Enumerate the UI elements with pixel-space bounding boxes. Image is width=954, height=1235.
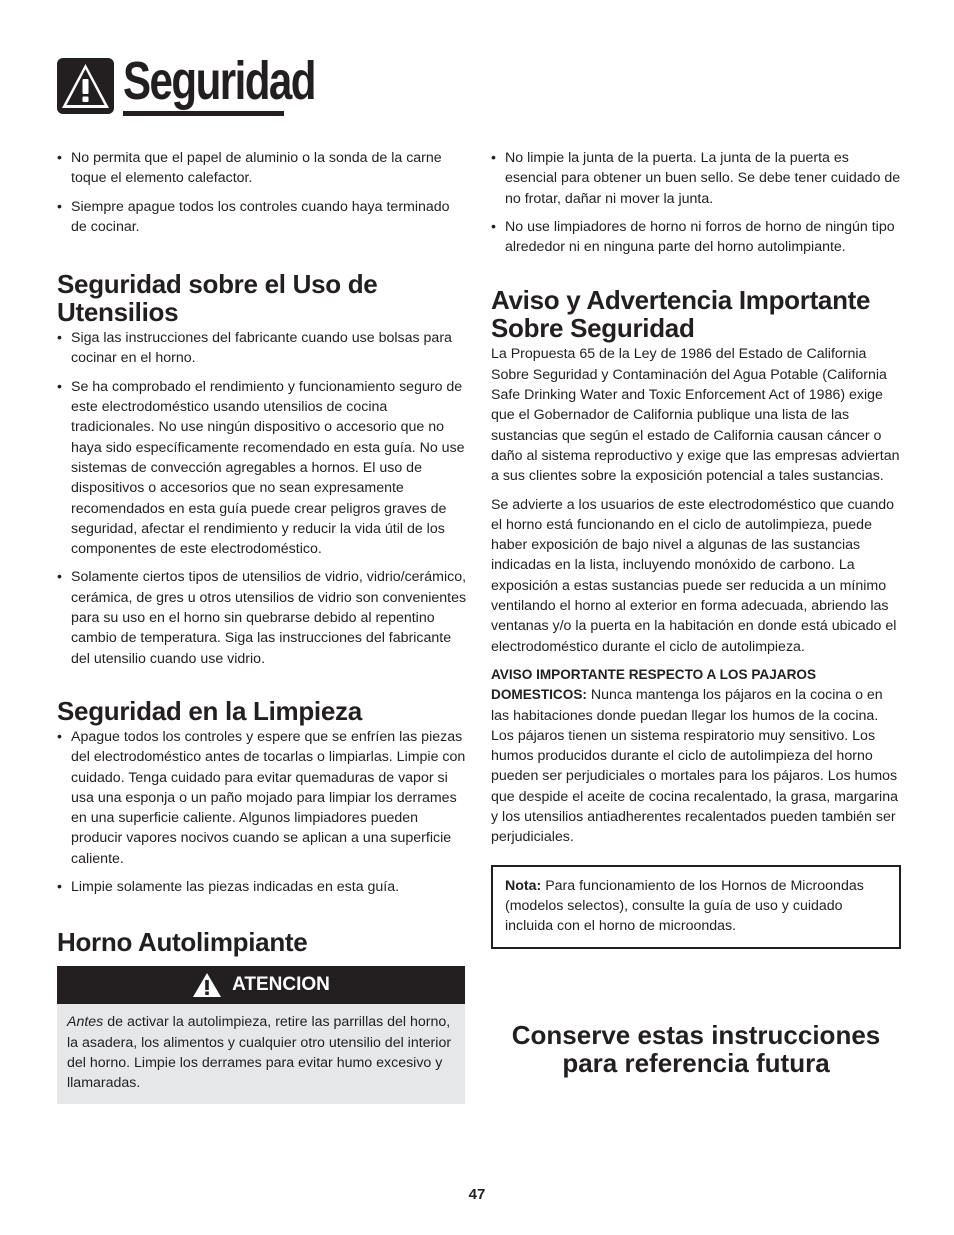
list-item: • No use limpiadores de horno ni forros de horno de ningún tipo alrededor ni en ninguna parte del horno autolimpiante. (491, 217, 901, 258)
pajaros-text: Nunca mantenga los pájaros en la cocina o en las habitaciones donde puedan llegar los humos de la cocina. Los pájaros tienen un sistema respiratorio muy sensitivo. Los humos producidos durante el ciclo de autolimpieza del horno pueden ser perjudiciales o mortales para los pájaros. Los humos que despide el aceite de cocina recalentado, la grasa, margarina y los utensilios antiadherentes recalentados pueden también ser perjudiciales. (491, 687, 898, 846)
caution-bar (57, 966, 465, 1004)
closing-line-1: Conserve estas instrucciones (511, 1019, 881, 1050)
section-heading-autolimpiante: Horno Autolimpiante (57, 927, 308, 958)
aviso-paragraph-pajaros (491, 665, 901, 848)
caution-body: de activar la autolimpieza, retire las parrillas del horno, la asadera, los alimentos y cualquier otro utensilio del interior del horno. Limpie los derrames para evitar humo excesivo y llamaradas. (67, 1014, 452, 1092)
list-item: • Limpie solamente las piezas indicadas en esta guía. (57, 877, 467, 897)
title-underline (123, 111, 284, 116)
closing-line-2: para referencia futura (562, 1047, 830, 1078)
list-item: • Solamente ciertos tipos de utensilios de vidrio, vidrio/cerámico, cerámica, de gres u otros utensilios de vidrio son convenientes para su uso en el horno sin quebrarse debido al repentino cambio de temperatura. Siga las instrucciones del fabricante del utensilio cuando use vidrio. (57, 567, 467, 668)
section-heading-aviso: Aviso y Advertencia Importante Sobre Seguridad (491, 285, 871, 344)
note-label: Nota: (505, 877, 542, 894)
page-number: 47 (468, 1186, 486, 1203)
aviso-paragraph-1: La Propuesta 65 de la Ley de 1986 del Estado de California Sobre Seguridad y Contaminación del Agua Potable (California Safe Drinking Water and Toxic Enforcement Act of 1986) exige que el Gobernador de California publique una lista de las sustancias que según el estado de California causan cáncer o daño al sistema reproductivo y exige que las empresas adviertan a sus clientes sobre la exposición potencial a tales sustancias. (491, 346, 900, 485)
right-intro-list (491, 148, 901, 257)
caution-italic: Antes (67, 1014, 104, 1031)
closing-message (491, 1021, 901, 1077)
caution-triangle-icon (192, 972, 222, 998)
caution-text (57, 1004, 465, 1103)
list-item: • Siga las instrucciones del fabricante cuando use bolsas para cocinar en el horno. (57, 328, 467, 369)
section-heading-utensilios: Seguridad sobre el Uso de Utensilios (57, 269, 378, 328)
note-text: Para funcionamiento de los Hornos de Microondas (modelos selectos), consulte la guía de uso y cuidado incluida con el horno de microondas. (505, 877, 864, 935)
list-item: • No limpie la junta de la puerta. La junta de la puerta es esencial para obtener un buen sello. Se debe tener cuidado de no frotar, dañar ni mover la junta. (491, 148, 901, 209)
limpieza-list (57, 727, 467, 897)
aviso-paragraph-2: Se advierte a los usuarios de este electrodoméstico que cuando el horno está funcionando en el ciclo de autolimpieza, puede haber exposición de bajo nivel a algunas de las sustancias indicadas en la lista, incluyendo monóxido de carbono. La exposición a estas sustancias puede ser reducida a un mínimo ventilando el horno al exterior en forma adecuada, abriendo las ventanas y/o la puerta en la habitación en donde está ubicado el electrodoméstico durante el ciclo de autolimpieza. (491, 496, 897, 655)
note-box (491, 865, 901, 949)
left-intro-list (57, 148, 467, 237)
utensilios-list (57, 328, 467, 669)
caution-box (57, 966, 465, 1103)
caution-label: ATENCION (232, 974, 330, 996)
warning-icon (57, 58, 114, 114)
aviso-content (491, 344, 901, 847)
list-item: • Se ha comprobado el rendimiento y funcionamiento seguro de este electrodoméstico usando utensilios de cocina tradicionales. No use ningún dispositivo o accesorio que no haya sido específicamente recomendado en esta guía. No use sistemas de convección agregables a hornos. El uso de dispositivos o accesorios que no sean expresamente recomendados en esta guía puede crear peligros graves de seguridad, afectar el rendimiento y reducir la vida útil de los componentes de este electrodoméstico. (57, 377, 467, 560)
page-title: Seguridad (123, 51, 315, 111)
list-item: • Apague todos los controles y espere que se enfríen las piezas del electrodoméstico antes de tocarlas o limpiarlas. Limpie con cuidado. Tenga cuidado para evitar quemaduras de vapor si usa una esponja o un paño mojado para limpiar los derrames en una superficie caliente. Algunos limpiadores pueden producir vapores nocivos cuando se aplican a una superficie caliente. (57, 727, 467, 869)
left-column (57, 148, 467, 1104)
right-column (491, 148, 901, 1077)
section-heading-limpieza: Seguridad en la Limpieza (57, 695, 362, 726)
pajaros-label: AVISO IMPORTANTE RESPECTO A LOS PAJAROS DOMESTICOS: (491, 666, 817, 703)
list-item: • No permita que el papel de aluminio o la sonda de la carne toque el elemento calefactor. (57, 148, 467, 189)
list-item: • Siempre apague todos los controles cuando haya terminado de cocinar. (57, 197, 467, 238)
